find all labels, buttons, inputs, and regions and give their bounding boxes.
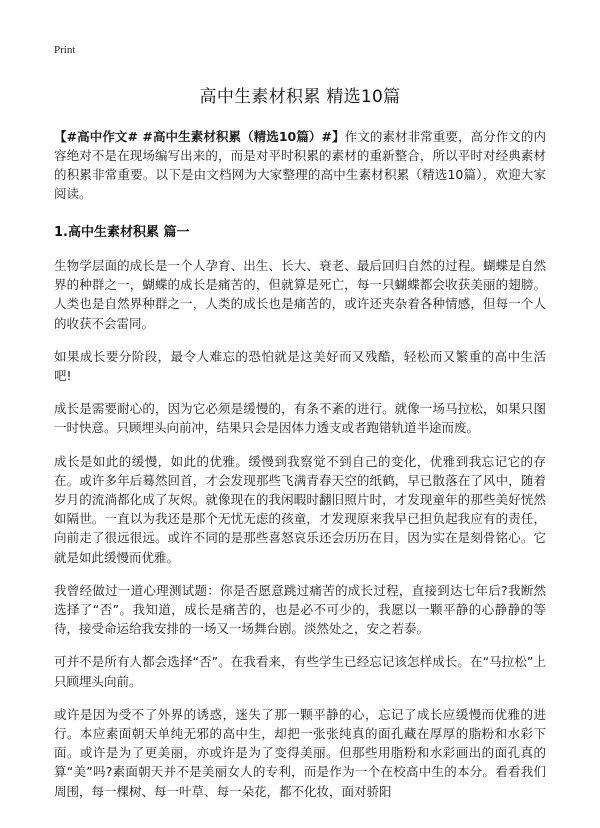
print-link[interactable]: Print xyxy=(54,44,76,56)
intro-text: 作文的素材非常重要，高分作文的内容绝对不是在现场编写出来的，而是对平时积累的素材的重新整合，所以平时对经典素材的积累非常重要。以下是由文档网为大家整理的高中生素材积累（精选10篇），欢迎大家阅读。 xyxy=(54,129,546,201)
body-paragraph-2: 如果成长要分阶段，最令人难忘的恐怕就是这美好而又残酷，轻松而又繁重的高中生活吧! xyxy=(54,348,546,384)
intro-tags: 【#高中作文# #高中生素材积累（精选10篇）#】 xyxy=(54,129,345,144)
body-paragraph-7: 或许是因为受不了外界的诱惑，迷失了那一颗平静的心，忘记了成长应缓慢而优雅的进行。本应素面朝天单纯无邪的高中生，却把一张张纯真的面孔藏在厚厚的脂粉和水彩下面。或许是为了更美丽，亦或许是为了变得美丽。但那些用脂粉和水彩画出的面孔真的算“美”吗?素面朝天并不是美丽女人的专利，而是作为一个在校高中生的本分。看看我们周围，每一棵树、每一叶草、每一朵花，都不化妆，面对骄阳 xyxy=(54,706,546,799)
body-paragraph-5: 我曾经做过一道心理测试题：你是否愿意跳过痛苦的成长过程，直接到达七年后?我断然选择了“否”。我知道，成长是痛苦的，也是必不可少的，我愿以一颗平静的心静静的等待，接受命运给我安排的一场又一场舞台剧。淡然处之，安之若泰。 xyxy=(54,582,546,637)
body-paragraph-1: 生物学层面的成长是一个人孕育、出生、长大、衰老、最后回归自然的过程。蝴蝶是自然界的种群之一，蝴蝶的成长是痛苦的，但就算是死亡，每一只蝴蝶都会收获美丽的翅膀。人类也是自然界种群之一，人类的成长也是痛苦的，或许还夹杂着各种情感，但每一个人的收获不会雷同。 xyxy=(54,258,546,331)
intro-paragraph xyxy=(54,127,546,203)
section-heading: 1.高中生素材积累 篇一 xyxy=(54,225,190,240)
body-paragraph-3: 成长是需要耐心的，因为它必须是缓慢的，有条不紊的进行。就像一场马拉松，如果只图一时快意。只顾埋头向前冲，结果只会是因体力透支或者跑错轨道半途而废。 xyxy=(54,401,546,436)
document-title: 高中生素材积累 精选10篇 xyxy=(199,87,401,107)
body-paragraph-4: 成长是如此的缓慢，如此的优雅。缓慢到我察觉不到自己的变化，优雅到我忘记它的存在。或许多年后蓦然回首，才会发现那些飞满青春天空的纸鹤，早已散落在了风中，随着岁月的流淌都化成了灰烬。就像现在的我闲暇时翻旧照片时，才发现童年的那些美好恍然如隔世。一直以为我还是那个无忧无虑的孩童，才发现原来我早已担负起我应有的责任，向前走了很远很远。或许不同的是那些喜怒哀乐还会历历在目，因为实在是刻骨铭心。它就是如此缓慢而优雅。 xyxy=(54,453,546,565)
body-paragraph-6: 可并不是所有人都会选择“否”。在我看来，有些学生已经忘记该怎样成长。在“马拉松”上只顾埋头向前。 xyxy=(54,654,546,689)
